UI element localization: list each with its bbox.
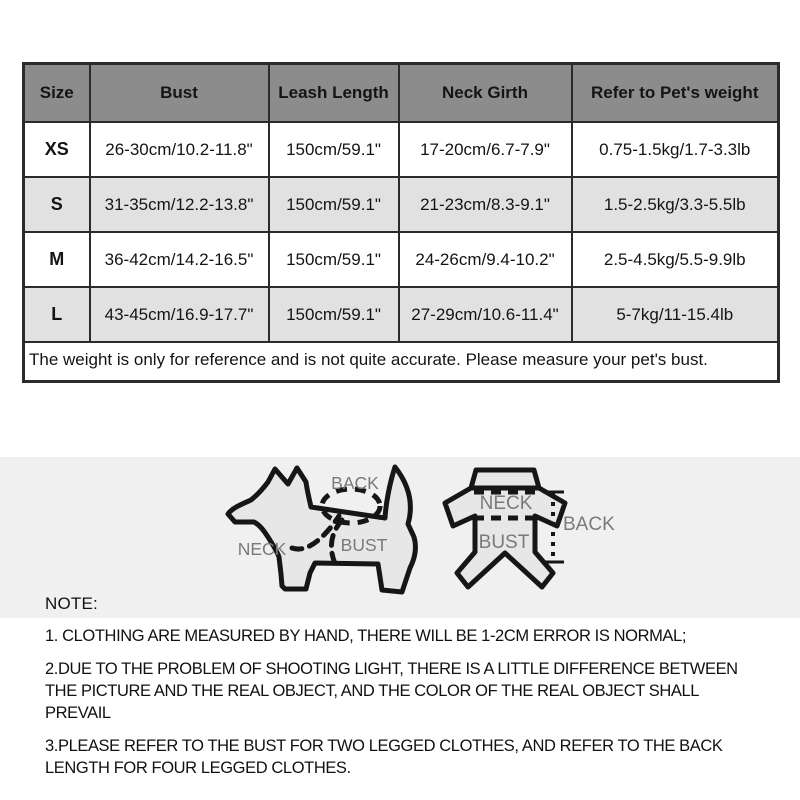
size-cell: S (24, 177, 90, 232)
table-footnote-row (24, 342, 779, 382)
table-header-row (24, 64, 779, 123)
note-item-3: 3.PLEASE REFER TO THE BUST FOR TWO LEGGED CLOTHES, AND REFER TO THE BACK LENGTH FOR FOUR LEGGED CLOTHES. (45, 737, 723, 777)
neck-girth-cell: 24-26cm/9.4-10.2" (399, 232, 572, 287)
col-header-weight: Refer to Pet's weight (572, 64, 779, 123)
dog-bust-label: BUST (340, 535, 388, 555)
leash-cell: 150cm/59.1" (269, 232, 399, 287)
table-row-m (24, 232, 779, 287)
bust-cell: 31-35cm/12.2-13.8" (90, 177, 269, 232)
weight-cell: 1.5-2.5kg/3.3-5.5lb (572, 177, 779, 232)
notes-title: NOTE: (45, 594, 98, 613)
dog-neck-label: NECK (237, 539, 287, 559)
garment-neck-label: NECK (479, 493, 533, 514)
weight-cell: 2.5-4.5kg/5.5-9.9lb (572, 232, 779, 287)
neck-girth-cell: 27-29cm/10.6-11.4" (399, 287, 572, 342)
col-header-bust: Bust (90, 64, 269, 123)
table-footnote: The weight is only for reference and is not quite accurate. Please measure your pet's bust. (24, 342, 779, 382)
table-row-l (24, 287, 779, 342)
garment-bust-label: BUST (478, 532, 530, 553)
dog-back-label: BACK (331, 473, 379, 493)
bust-cell: 36-42cm/14.2-16.5" (90, 232, 269, 287)
leash-cell: 150cm/59.1" (269, 122, 399, 177)
garment-back-label: BACK (563, 514, 615, 535)
note-item-1: 1. CLOTHING ARE MEASURED BY HAND, THERE WILL BE 1-2CM ERROR IS NORMAL; (45, 627, 686, 645)
note-item-2: 2.DUE TO THE PROBLEM OF SHOOTING LIGHT, THERE IS A LITTLE DIFFERENCE BETWEEN THE PICTURE AND THE REAL OBJECT, AND THE COLOR OF THE REAL OBJECT SHALL PREVAIL (45, 660, 738, 722)
dog-measurement-diagram-icon (218, 452, 438, 602)
dog-silhouette-icon (228, 467, 415, 592)
table-row-s (24, 177, 779, 232)
bust-cell: 26-30cm/10.2-11.8" (90, 122, 269, 177)
garment-collar-icon (471, 470, 539, 488)
col-header-neck: Neck Girth (399, 64, 572, 123)
size-cell: XS (24, 122, 90, 177)
neck-girth-cell: 21-23cm/8.3-9.1" (399, 177, 572, 232)
notes-section (45, 625, 740, 790)
garment-measurement-diagram-icon (430, 452, 630, 602)
col-header-size: Size (24, 64, 90, 123)
neck-girth-cell: 17-20cm/6.7-7.9" (399, 122, 572, 177)
size-cell: M (24, 232, 90, 287)
weight-cell: 0.75-1.5kg/1.7-3.3lb (572, 122, 779, 177)
leash-cell: 150cm/59.1" (269, 177, 399, 232)
leash-cell: 150cm/59.1" (269, 287, 399, 342)
size-cell: L (24, 287, 90, 342)
size-chart-table (22, 62, 780, 383)
col-header-leash: Leash Length (269, 64, 399, 123)
table-row-xs (24, 122, 779, 177)
bust-cell: 43-45cm/16.9-17.7" (90, 287, 269, 342)
weight-cell: 5-7kg/11-15.4lb (572, 287, 779, 342)
